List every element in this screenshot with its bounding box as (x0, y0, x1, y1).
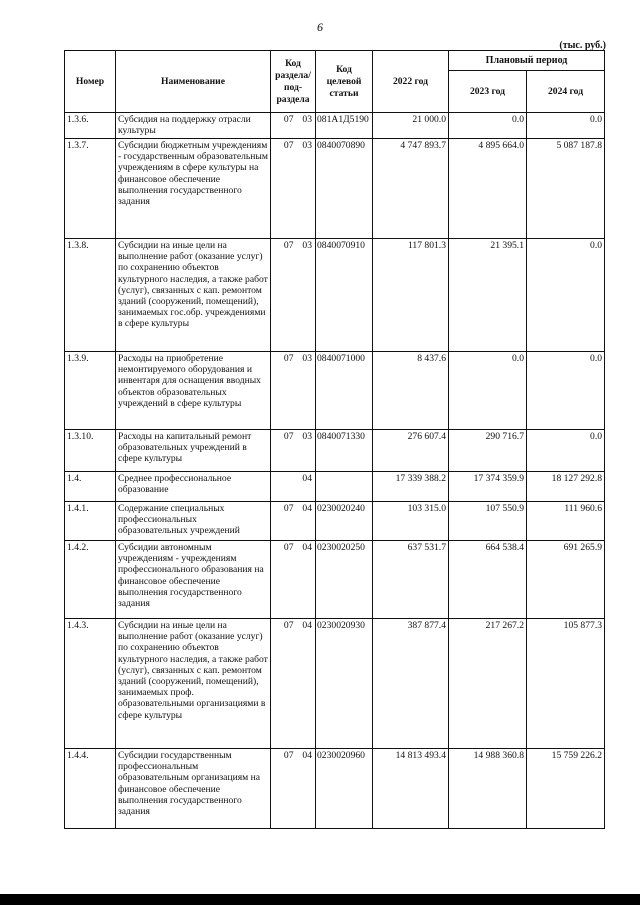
header-planned-period: Плановый период (449, 51, 605, 71)
row-value-2023: 14 988 360.8 (449, 749, 527, 829)
table-row (65, 619, 605, 749)
units-label: (тыс. руб.) (559, 40, 606, 51)
row-value-2024: 0.0 (527, 113, 605, 139)
table-row (65, 541, 605, 619)
row-value-2023: 0.0 (449, 352, 527, 430)
row-podrazdel-code: 03 (296, 139, 316, 239)
row-number: 1.3.9. (65, 352, 116, 430)
bottom-edge-bar (0, 894, 640, 905)
row-razdel-code (271, 472, 296, 502)
row-value-2023: 4 895 664.0 (449, 139, 527, 239)
row-podrazdel-code: 03 (296, 430, 316, 472)
row-podrazdel-code: 04 (296, 541, 316, 619)
row-value-2024: 0.0 (527, 352, 605, 430)
row-number: 1.3.10. (65, 430, 116, 472)
row-value-2023: 217 267.2 (449, 619, 527, 749)
row-name: Субсидии бюджетным учреждениям - государственным образовательным учреждениям в сфере культуры на финансовое обеспечение выполнения государственного задания (116, 139, 271, 239)
row-target-code: 0230020250 (316, 541, 373, 619)
row-number: 1.4. (65, 472, 116, 502)
row-target-code: 0230020240 (316, 502, 373, 541)
row-value-2022: 387 877.4 (373, 619, 449, 749)
row-podrazdel-code: 04 (296, 502, 316, 541)
row-podrazdel-code: 03 (296, 352, 316, 430)
row-value-2023: 664 538.4 (449, 541, 527, 619)
row-value-2022: 21 000.0 (373, 113, 449, 139)
row-razdel-code: 07 (271, 352, 296, 430)
row-target-code: 0840070890 (316, 139, 373, 239)
row-value-2024: 105 877.3 (527, 619, 605, 749)
row-razdel-code: 07 (271, 430, 296, 472)
row-target-code (316, 472, 373, 502)
row-razdel-code: 07 (271, 139, 296, 239)
header-year-2022: 2022 год (373, 51, 449, 113)
row-name: Субсидии государственным профессиональным образовательным организациям на финансовое обеспечение выполнения государственного задания (116, 749, 271, 829)
row-value-2022: 103 315.0 (373, 502, 449, 541)
row-value-2023: 0.0 (449, 113, 527, 139)
header-target-code: Код целевой статьи (316, 51, 373, 113)
row-value-2022: 117 801.3 (373, 239, 449, 352)
header-number: Номер (65, 51, 116, 113)
row-number: 1.3.7. (65, 139, 116, 239)
row-name: Субсидии автономным учреждениям - учреждениям профессионального образования на финансовое обеспечение выполнения государственного задания (116, 541, 271, 619)
row-podrazdel-code: 04 (296, 619, 316, 749)
row-value-2022: 8 437.6 (373, 352, 449, 430)
table-row (65, 239, 605, 352)
row-value-2022: 14 813 493.4 (373, 749, 449, 829)
header-year-2024: 2024 год (527, 71, 605, 113)
table-row (65, 352, 605, 430)
row-number: 1.4.3. (65, 619, 116, 749)
table-row (65, 749, 605, 829)
row-razdel-code: 07 (271, 239, 296, 352)
row-value-2022: 276 607.4 (373, 430, 449, 472)
row-name: Расходы на капитальный ремонт образовательных учреждений в сфере культуры (116, 430, 271, 472)
row-podrazdel-code: 03 (296, 239, 316, 352)
row-target-code: 0230020930 (316, 619, 373, 749)
row-podrazdel-code: 03 (296, 113, 316, 139)
row-value-2022: 17 339 388.2 (373, 472, 449, 502)
row-number: 1.4.2. (65, 541, 116, 619)
row-number: 1.4.1. (65, 502, 116, 541)
row-value-2023: 21 395.1 (449, 239, 527, 352)
row-target-code: 0840071330 (316, 430, 373, 472)
row-value-2023: 17 374 359.9 (449, 472, 527, 502)
table-row (65, 430, 605, 472)
row-name: Субсидии на иные цели на выполнение работ (оказание услуг) по сохранению объектов культурного наследия, а также работ (услуг), связанных с кап. ремонтом зданий (сооружений, помещений), занимаемых проф. образовательными организациями в сфере культуры (116, 619, 271, 749)
row-target-code: 081А1Д5190 (316, 113, 373, 139)
table-row (65, 139, 605, 239)
row-value-2024: 691 265.9 (527, 541, 605, 619)
row-number: 1.3.6. (65, 113, 116, 139)
row-value-2022: 637 531.7 (373, 541, 449, 619)
row-value-2024: 18 127 292.8 (527, 472, 605, 502)
row-target-code: 0230020960 (316, 749, 373, 829)
row-value-2024: 0.0 (527, 239, 605, 352)
row-value-2023: 107 550.9 (449, 502, 527, 541)
row-podrazdel-code: 04 (296, 472, 316, 502)
row-target-code: 0840071000 (316, 352, 373, 430)
row-podrazdel-code: 04 (296, 749, 316, 829)
row-value-2022: 4 747 893.7 (373, 139, 449, 239)
header-year-2023: 2023 год (449, 71, 527, 113)
table-row (65, 502, 605, 541)
header-section-code: Код раздела/ под-раздела (271, 51, 316, 113)
row-razdel-code: 07 (271, 749, 296, 829)
row-name: Расходы на приобретение немонтируемого оборудования и инвентаря для оснащения вводных объектов образовательных учреждений в сфере культуры (116, 352, 271, 430)
row-name: Содержание специальных профессиональных образовательных учреждений (116, 502, 271, 541)
row-number: 1.3.8. (65, 239, 116, 352)
row-number: 1.4.4. (65, 749, 116, 829)
row-name: Субсидии на иные цели на выполнение работ (оказание услуг) по сохранению объектов культурного наследия, а также работ (услуг), связанных с кап. ремонтом зданий (сооружений, помещений), занимаемых гос.обр. учреждениями в сфере культуры (116, 239, 271, 352)
row-value-2024: 0.0 (527, 430, 605, 472)
row-razdel-code: 07 (271, 541, 296, 619)
page-number: 6 (317, 20, 323, 34)
row-razdel-code: 07 (271, 619, 296, 749)
row-value-2024: 15 759 226.2 (527, 749, 605, 829)
table-row (65, 113, 605, 139)
row-name: Субсидия на поддержку отрасли культуры (116, 113, 271, 139)
row-value-2023: 290 716.7 (449, 430, 527, 472)
row-target-code: 0840070910 (316, 239, 373, 352)
row-name: Среднее профессиональное образование (116, 472, 271, 502)
row-value-2024: 111 960.6 (527, 502, 605, 541)
row-razdel-code: 07 (271, 113, 296, 139)
row-razdel-code: 07 (271, 502, 296, 541)
header-name: Наименование (116, 51, 271, 113)
row-value-2024: 5 087 187.8 (527, 139, 605, 239)
budget-table (64, 50, 605, 829)
table-row (65, 472, 605, 502)
